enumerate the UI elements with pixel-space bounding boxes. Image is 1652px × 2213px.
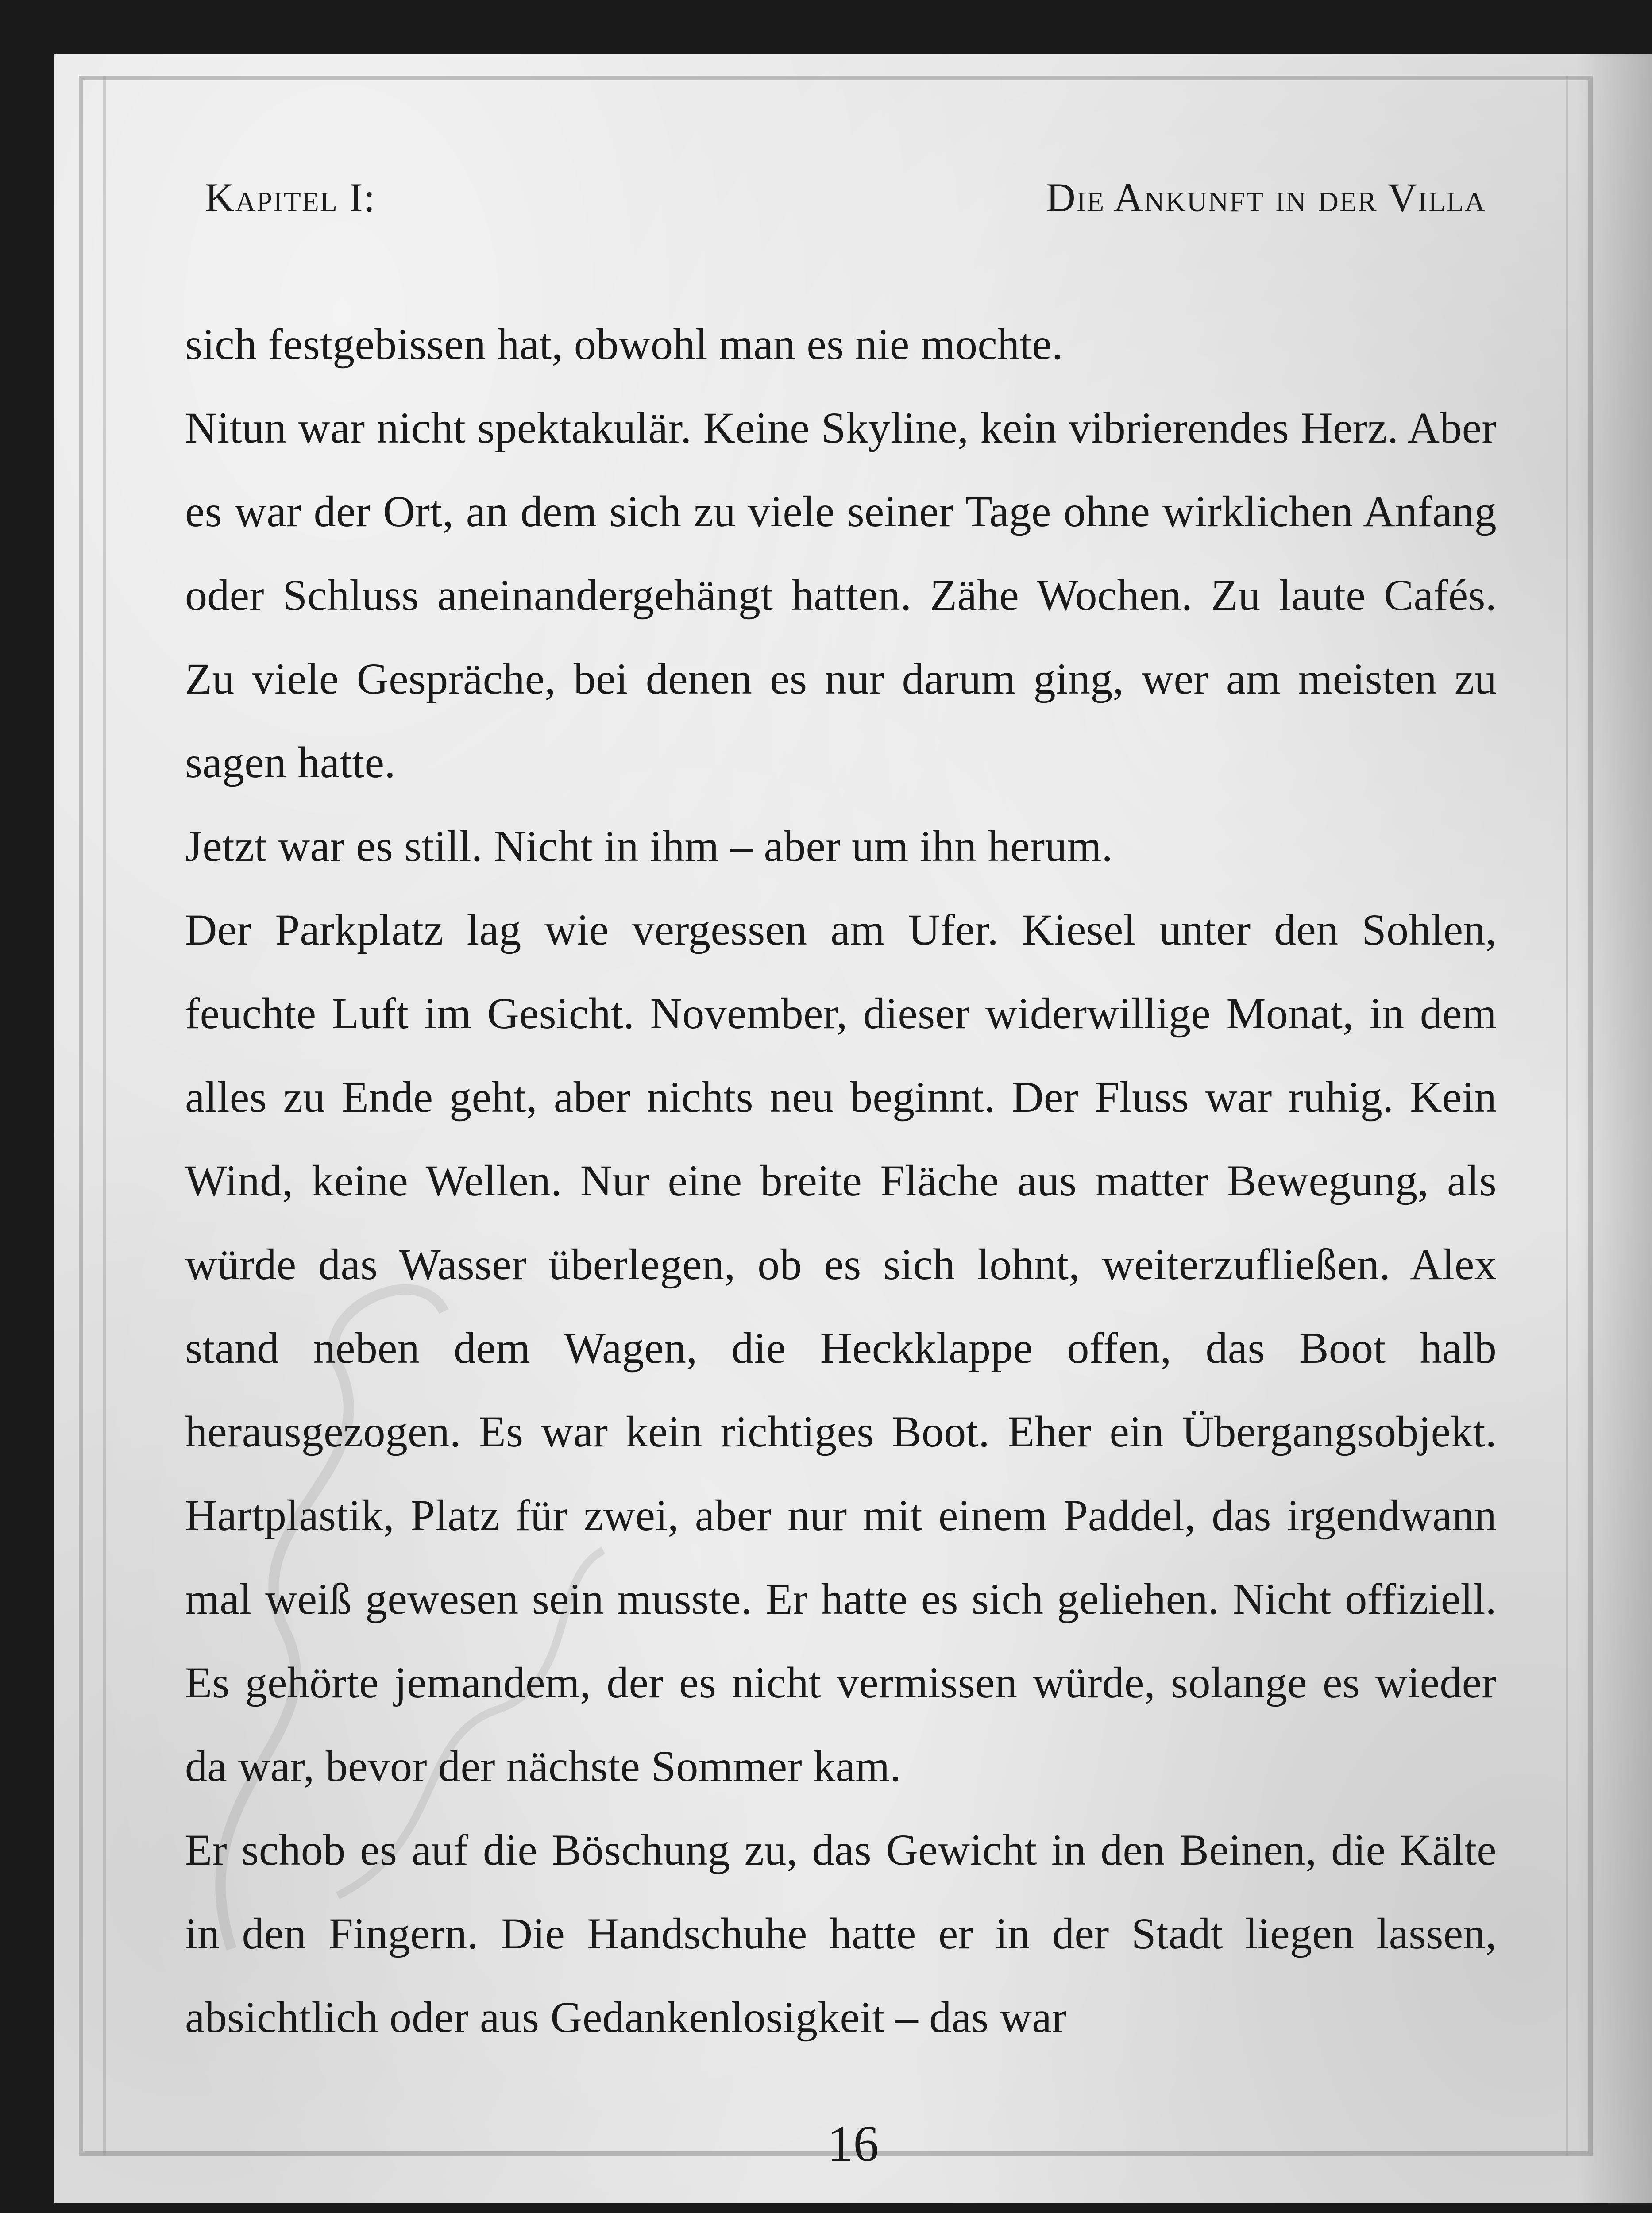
paragraph: Jetzt war es still. Nicht in ihm – aber um ihn herum. <box>185 821 1113 871</box>
paragraph: Nitun war nicht spektakulär. Keine Skyline, kein vibrierendes Herz. Aber es war der Ort, an dem sich zu viele seiner Tage ohne wirklichen Anfang oder Schluss aneinandergehängt hatten. Zähe Wochen. Zu laute Cafés. Zu viele Gespräche, bei denen es nur darum ging, wer am meisten zu sagen hatte. <box>185 403 1497 787</box>
chapter-label: Kapitel I: <box>205 175 376 220</box>
book-page <box>54 54 1652 2203</box>
running-head <box>54 174 1652 236</box>
body-text <box>185 302 1497 2059</box>
chapter-title: Die Ankunft in der Villa <box>1046 175 1486 220</box>
paragraph: sich festgebissen hat, obwohl man es nie mochte. <box>185 320 1063 369</box>
paragraph: Der Parkplatz lag wie vergessen am Ufer. Kiesel unter den Sohlen, feuchte Luft im Gesicht. November, dieser widerwillige Monat, in dem alles zu Ende geht, aber nichts neu beginnt. Der Fluss war ruhig. Kein Wind, keine Wellen. Nur eine breite Fläche aus matter Bewegung, als würde das Wasser überlegen, ob es sich lohnt, weiterzufließen. Alex stand neben dem Wagen, die Heckklappe offen, das Boot halb herausgezogen. Es war kein richtiges Boot. Eher ein Übergangsobjekt. Hartplastik, Platz für zwei, aber nur mit einem Paddel, das irgendwann mal weiß gewesen sein musste. Er hatte es sich geliehen. Nicht offiziell. Es gehörte jemandem, der es nicht vermissen würde, solange es wieder da war, bevor der nächste Sommer kam. <box>185 905 1497 1791</box>
paragraph: Er schob es auf die Böschung zu, das Gewicht in den Beinen, die Kälte in den Fingern. Die Handschuhe hatte er in der Stadt liegen lassen, absichtlich oder aus Gedankenlosigkeit – das war <box>185 1825 1497 2042</box>
page-number: 16 <box>827 2116 879 2172</box>
